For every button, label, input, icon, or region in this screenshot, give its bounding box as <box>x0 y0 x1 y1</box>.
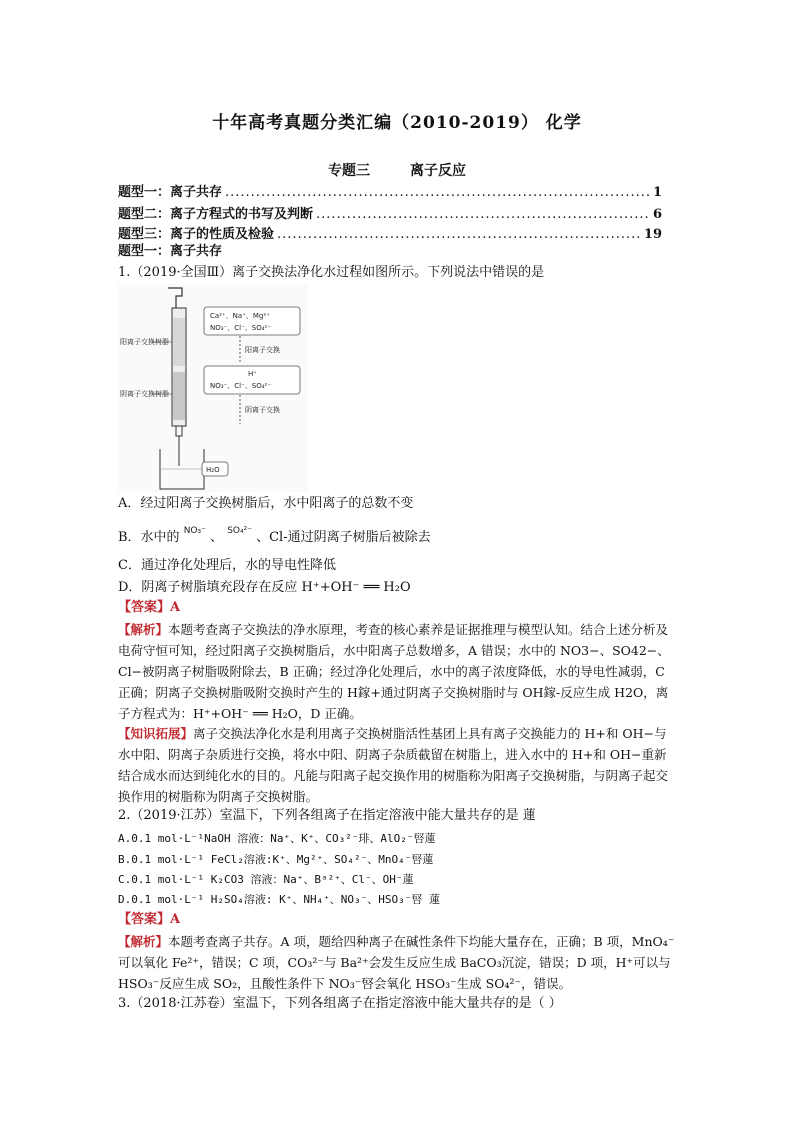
q1-option-b-pre: B．水中的 <box>118 530 180 545</box>
arrow2-label: 阴离子交换 <box>245 406 280 414</box>
extension-label: 【知识拓展】 <box>118 726 194 741</box>
toc-page: 6 <box>652 207 662 222</box>
q1-analysis <box>118 619 678 723</box>
box-mid-text-2: NO₃⁻、Cl⁻、SO₄²⁻ <box>210 382 272 390</box>
q2-option-d: D.0.1 mol·L⁻¹ H₂SO₄溶液: K⁺、NH₄⁺、NO₃⁻、HSO₃⁻唘 蓮 <box>118 893 441 906</box>
resin1-label: 阳离子交换树脂 <box>120 338 169 346</box>
q2-option-c: C.0.1 mol·L⁻¹ K₂CO3 溶液：Na⁺、Bᵃ²⁺、Cl⁻、OH⁻蓮 <box>118 873 414 886</box>
topic-number: 专题三 <box>328 163 370 179</box>
q1-option-b-post: 、Cl-通过阴离子树脂后被除去 <box>256 530 431 545</box>
ion-exchange-diagram <box>118 284 308 492</box>
section-heading: 题型一：离子共存 <box>118 244 223 259</box>
q2-option-b: B.0.1 mol·L⁻¹ FeCl₂溶液:K⁺、Mg²⁺、SO₄²⁻、MnO₄⁻唘蓮 <box>118 853 434 866</box>
extension-text: 离子交换法净化水是利用离子交换树脂活性基团上具有离子交换能力的 H+和 OH−与水中阳、阴离子杂质进行交换，将水中阳、阴离子杂质截留在树脂上，进入水中的 H+和 OH−重新结合成水而达到纯化水的目的。凡能与阳离子起交换作用的树脂称为阳离子交换树脂，与阴离子起交换作用的树脂称为阴离子交换树脂。 <box>118 726 669 804</box>
toc-entry-1[interactable] <box>118 181 662 200</box>
q1-stem: 1.（2019·全国Ⅲ）离子交换法净化水过程如图所示。下列说法中错误的是 <box>118 265 545 280</box>
box-mid-text: H⁺ <box>248 370 257 378</box>
analysis-label: 【解析】 <box>118 934 169 949</box>
toc-leader <box>277 227 641 242</box>
toc-label: 题型二：离子方程式的书写及判断 <box>118 207 314 222</box>
toc-label: 题型一：离子共存 <box>118 185 223 200</box>
q1-option-a: A．经过阳离子交换树脂后，水中阳离子的总数不变 <box>118 496 414 511</box>
analysis-text: 本题考查离子交换法的净水原理，考查的核心素养是证据推理与模型认知。结合上述分析及电荷守恒可知，经过阳离子交换树脂后，水中阳离子总数增多，A 错误；水中的 NO3−、SO42−、Cl−被阴离子树脂吸附除去，B 正确；经过净化处理后，水中的离子浓度降低，水的导电性减弱，C 正确；阴离子交换树脂吸附交换时产生的 H鎵+通过阴离子交换树脂时与 OH鎵-反应生成 H2O，离子方程式为：H⁺+OH⁻ ══ H₂O，D 正确。 <box>118 622 670 721</box>
toc-leader <box>225 185 650 200</box>
box-top-text-2: NO₃⁻、Cl⁻、SO₄²⁻ <box>210 324 272 332</box>
q2-analysis <box>118 931 678 994</box>
toc-entry-3[interactable] <box>118 223 662 242</box>
topic-heading <box>0 160 794 180</box>
resin2-label: 阴离子交换树脂 <box>120 390 169 398</box>
q1-option-d: D．阴离子树脂填充段存在反应 H⁺+OH⁻ ══ H₂O <box>118 580 411 595</box>
box-top-text: Ca²⁺、Na⁺、Mg²⁺ <box>210 312 270 320</box>
arrow1-label: 阳离子交换 <box>245 346 280 354</box>
toc-page: 19 <box>643 227 662 242</box>
analysis-text: 本题考查离子共存。A 项，题给四种离子在碱性条件下均能大量存在，正确；B 项，MnO₄⁻可以氧化 Fe²⁺，错误；C 项，CO₃²⁻与 Ba²⁺会发生反应生成 BaCO₃沉淀，错误；D 项，H⁺可以与 HSO₃⁻反应生成 SO₂，且酸性条件下 NO₃⁻唘会氧化 HSO₃⁻生成 SO₄²⁻，错误。 <box>118 934 675 991</box>
analysis-label: 【解析】 <box>118 622 169 637</box>
anion-resin-fill <box>173 372 185 420</box>
beaker-label: H₂O <box>206 466 220 474</box>
q2-stem: 2.（2019·江苏）室温下，下列各组离子在指定溶液中能大量共存的是 蓮 <box>118 808 536 823</box>
q1-extension <box>118 723 678 807</box>
answer-value: A <box>170 912 181 927</box>
toc-entry-2[interactable] <box>118 203 662 222</box>
q1-option-c: C．通过净化处理后，水的导电性降低 <box>118 558 336 573</box>
topic-name: 离子反应 <box>410 163 466 179</box>
q2-option-a: A.0.1 mol·L⁻¹NaOH 溶液：Na⁺、K⁺、CO₃²⁻琲、AlO₂⁻唘蓮 <box>118 832 436 845</box>
q1-option-b-so4: SO₄²⁻ <box>227 526 252 536</box>
toc-leader <box>316 207 650 222</box>
toc-page: 1 <box>652 185 662 200</box>
q3-stem: 3.（2018·江苏卷）室温下，下列各组离子在指定溶液中能大量共存的是（ ） <box>118 996 562 1011</box>
q1-option-b-no3: NO₃⁻ <box>183 526 206 536</box>
answer-label: 【答案】 <box>118 600 171 615</box>
q1-option-b <box>118 528 678 549</box>
toc-label: 题型三：离子的性质及检验 <box>118 227 275 242</box>
cation-resin-fill <box>173 318 185 366</box>
q2-answer <box>118 910 678 930</box>
answer-value: A <box>170 600 181 615</box>
q1-option-b-sep: 、 <box>210 530 224 545</box>
page-title: 十年高考真题分类汇编（2010-2019） 化学 <box>212 113 582 133</box>
answer-label: 【答案】 <box>118 912 171 927</box>
q1-answer <box>118 598 678 618</box>
